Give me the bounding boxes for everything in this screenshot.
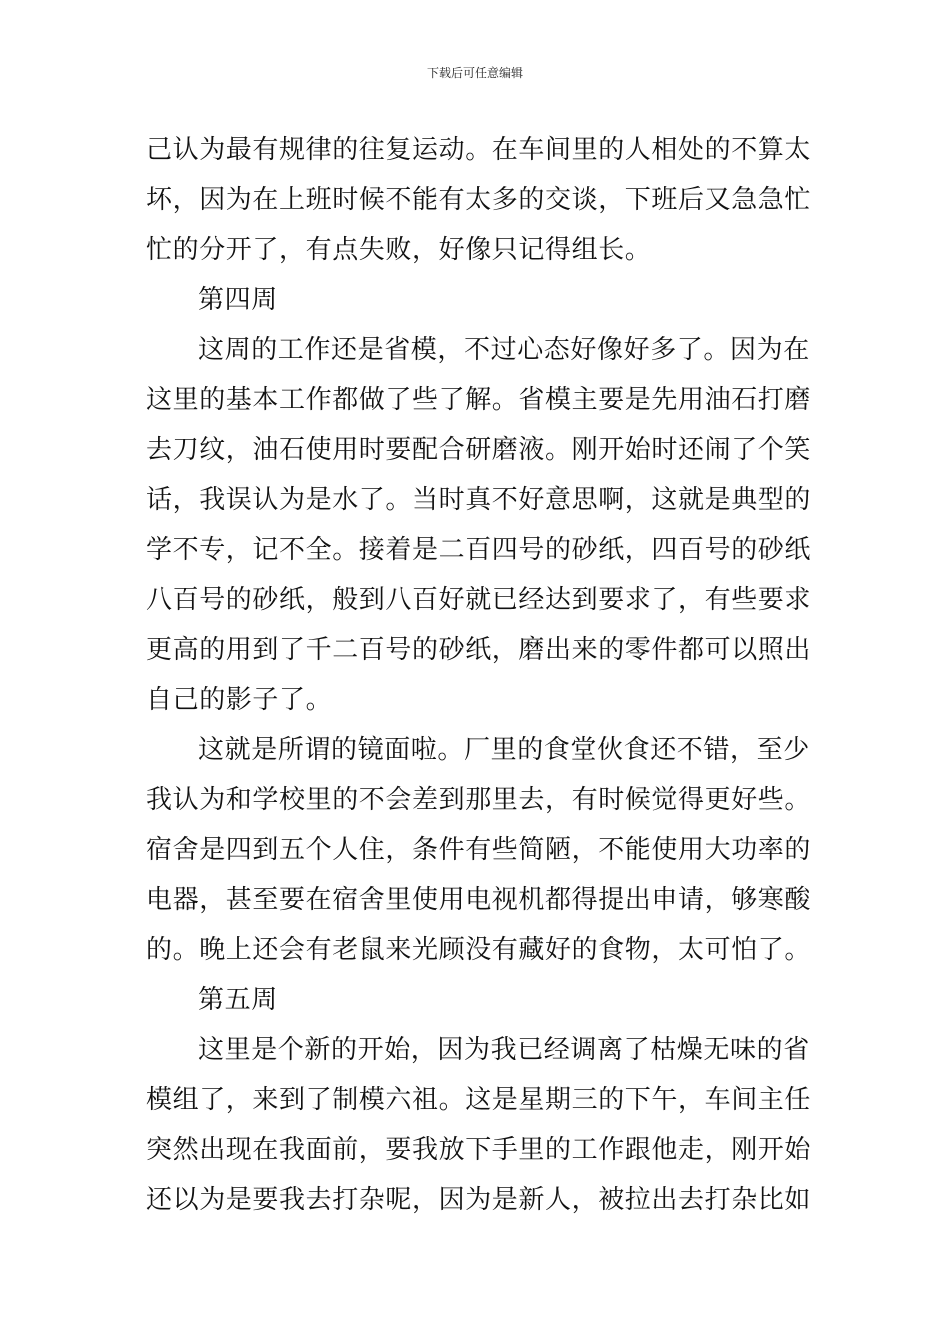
text-line: 话，我误认为是水了。当时真不好意思啊，这就是典型的	[146, 485, 812, 515]
text-line: 己认为最有规律的往复运动。在车间里的人相处的不算太	[146, 135, 812, 165]
document-body	[146, 125, 816, 1225]
text-line: 八百号的砂纸，般到八百好就已经达到要求了，有些要求	[146, 585, 812, 615]
section-heading-week-5: 第五周	[198, 985, 278, 1015]
text-line: 还以为是要我去打杂呢，因为是新人，被拉出去打杂比如	[146, 1185, 812, 1215]
text-line: 电器，甚至要在宿舍里使用电视机都得提出申请，够寒酸	[146, 885, 812, 915]
text-line: 学不专，记不全。接着是二百四号的砂纸，四百号的砂纸	[146, 535, 812, 565]
text-line: 自己的影子了。	[146, 685, 333, 715]
page-header: 下载后可任意编辑	[426, 66, 523, 80]
text-line: 突然出现在我面前，要我放下手里的工作跟他走，刚开始	[146, 1135, 812, 1165]
text-line: 更高的用到了千二百号的砂纸，磨出来的零件都可以照出	[146, 635, 812, 665]
text-line: 宿舍是四到五个人住，条件有些简陋，不能使用大功率的	[146, 835, 812, 865]
text-line: 这里是个新的开始，因为我已经调离了枯燥无味的省	[198, 1035, 810, 1065]
text-line: 我认为和学校里的不会差到那里去，有时候觉得更好些。	[146, 785, 812, 815]
section-heading-week-4: 第四周	[198, 285, 278, 315]
text-line: 这周的工作还是省模，不过心态好像好多了。因为在	[198, 335, 810, 365]
text-line: 这就是所谓的镜面啦。厂里的食堂伙食还不错，至少	[198, 735, 810, 765]
text-line: 这里的基本工作都做了些了解。省模主要是先用油石打磨	[146, 385, 812, 415]
text-line: 去刀纹，油石使用时要配合研磨液。刚开始时还闹了个笑	[146, 435, 812, 465]
text-line: 的。晚上还会有老鼠来光顾没有藏好的食物，太可怕了。	[146, 935, 812, 965]
text-line: 坏，因为在上班时候不能有太多的交谈，下班后又急急忙	[146, 185, 812, 215]
text-line: 模组了，来到了制模六祖。这是星期三的下午，车间主任	[146, 1085, 812, 1115]
text-line: 忙的分开了，有点失败，好像只记得组长。	[146, 235, 652, 265]
